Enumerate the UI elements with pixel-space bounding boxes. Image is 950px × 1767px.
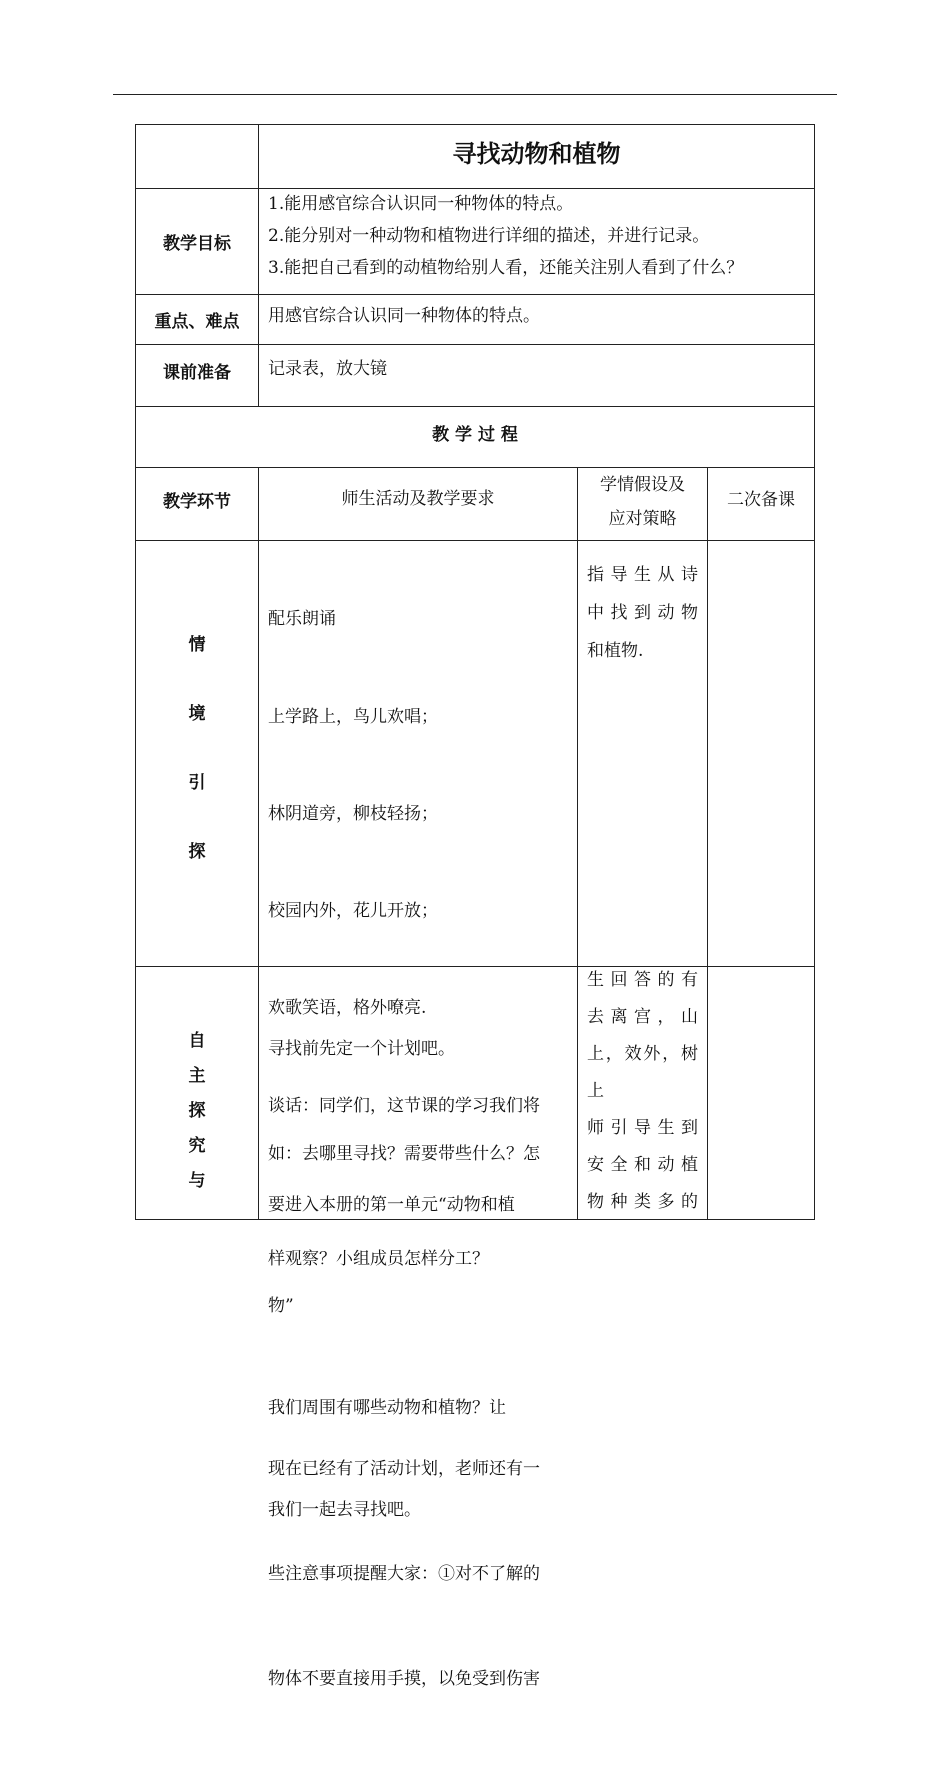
objective-item: 3.能把自己看到的动植物给别人看，还能关注别人看到了什么？ <box>268 258 744 278</box>
lesson-plan-table <box>135 124 815 1689</box>
objective-item: 1.能用感官综合认识同一种物体的特点。 <box>268 194 574 214</box>
header-stage: 教学环节 <box>163 491 231 512</box>
stage-situation: 情 境 引 探 <box>188 635 206 862</box>
keypoints-label: 重点、难点 <box>154 312 240 332</box>
activity-inquiry: 寻找前先定一个计划吧。 如：去哪里寻找？需要带些什么？怎 样观察？小组成员怎样分工？ 现在已经有了活动计划，老师还有一 些注意事项提醒大家：①对不了解的 物体不要直接用手摸，以免受到伤害 <box>268 1039 540 1689</box>
header-notes: 二次备课 <box>727 490 795 510</box>
process-title: 教 学 过 程 <box>432 424 518 445</box>
objective-item: 2.能分别对一种动物和植物进行详细的描述，并进行记录。 <box>268 226 710 246</box>
prep-label: 课前准备 <box>163 362 231 383</box>
header-rule <box>113 94 837 95</box>
prep-text: 记录表，放大镜 <box>268 359 387 379</box>
activity-situation: 配乐朗诵 上学路上，鸟儿欢唱； 林阴道旁，柳枝轻扬； 校园内外，花儿开放； 欢歌笑语，格外嘹亮. 谈话：同学们，这节课的学习我们将 要进入本册的第一单元“动物和植 物” 我们周围有哪些动物和植物？让 我们一起去寻找吧。 <box>268 609 540 1520</box>
objectives-label: 教学目标 <box>163 234 231 254</box>
header-strategy: 学情假设及 应对策略 <box>600 475 685 529</box>
lesson-title: 寻找动物和植物 <box>452 139 621 168</box>
strategy-situation: 指导生从诗 中找到动物 和植物. <box>587 565 698 661</box>
header-activity: 师生活动及教学要求 <box>341 489 495 509</box>
keypoints-text: 用感官综合认识同一种物体的特点。 <box>268 306 540 326</box>
stage-inquiry: 自 主 探 究 与 <box>188 1031 206 1191</box>
objectives-list <box>268 187 813 293</box>
strategy-inquiry: 生回答的有 去离宫，山 上，效外，树 上 师引导生到 安全和动植 物种类多的 <box>587 970 698 1212</box>
